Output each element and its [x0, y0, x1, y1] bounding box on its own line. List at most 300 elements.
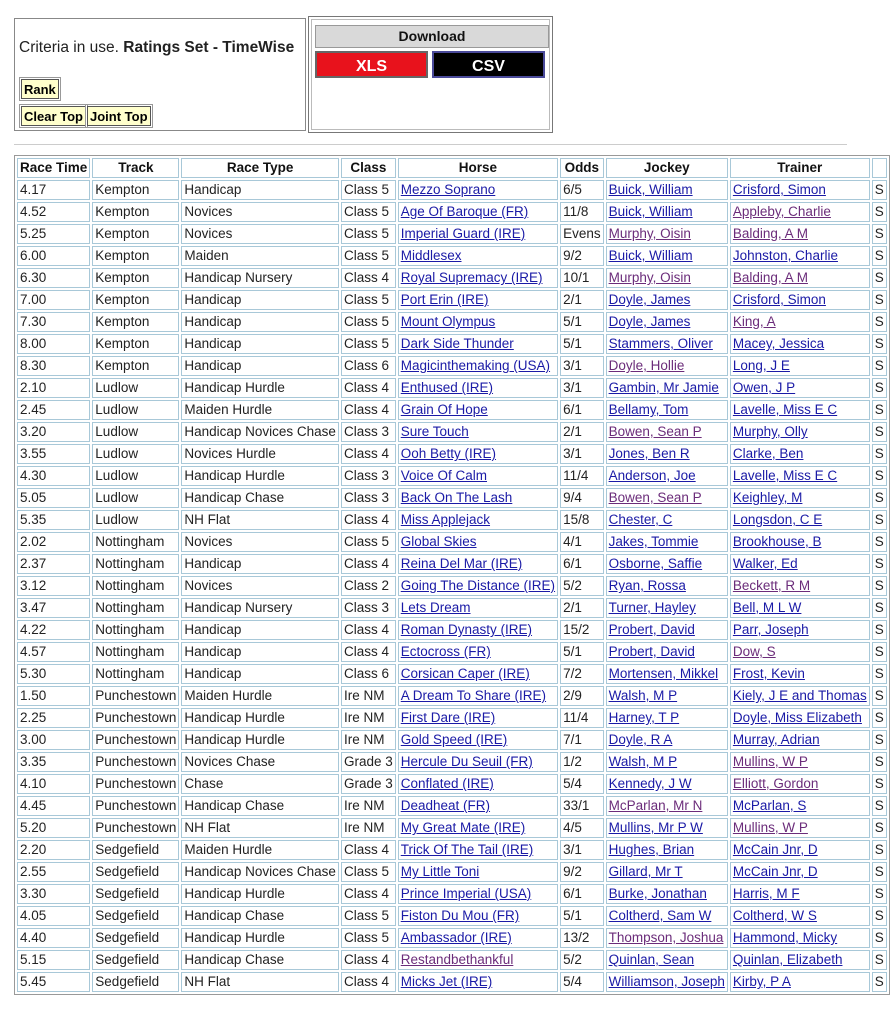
cell-race-time: 6.30	[17, 268, 90, 288]
cell-jockey	[606, 378, 728, 398]
cell-class: Class 4	[341, 378, 396, 398]
cell-odds: 3/1	[560, 378, 604, 398]
header-class[interactable]: Class	[341, 158, 396, 178]
cell-class: Class 4	[341, 554, 396, 574]
cell-class: Ire NM	[341, 686, 396, 706]
table-row	[17, 334, 887, 354]
cell-extra: S	[872, 180, 887, 200]
trainer-link[interactable]: Long, J E	[732, 358, 790, 373]
header-track[interactable]: Track	[92, 158, 179, 178]
table-row	[17, 664, 887, 684]
horse-link[interactable]: Lets Dream	[400, 600, 471, 615]
cell-track: Punchestown	[92, 774, 179, 794]
trainer-link[interactable]: Mullins, W P	[732, 754, 808, 769]
jockey-link[interactable]: Chester, C	[608, 512, 673, 527]
jockey-link[interactable]: Stammers, Oliver	[608, 336, 713, 351]
horse-link[interactable]: Miss Applejack	[400, 512, 491, 527]
cell-race-time: 3.20	[17, 422, 90, 442]
cell-extra: S	[872, 290, 887, 310]
horse-link[interactable]: First Dare (IRE)	[400, 710, 496, 725]
cell-extra: S	[872, 862, 887, 882]
cell-race-time: 4.45	[17, 796, 90, 816]
trainer-link[interactable]: Kirby, P A	[732, 974, 791, 989]
jockey-link[interactable]: Murphy, Oisin	[608, 270, 691, 285]
horse-link[interactable]: Sure Touch	[400, 424, 469, 439]
cell-horse	[398, 334, 558, 354]
trainer-link[interactable]: Appleby, Charlie	[732, 204, 831, 219]
header-horse[interactable]: Horse	[398, 158, 558, 178]
cell-extra: S	[872, 246, 887, 266]
cell-race-time: 2.25	[17, 708, 90, 728]
jockey-link[interactable]: Doyle, R A	[608, 732, 673, 747]
trainer-link[interactable]: Crisford, Simon	[732, 292, 826, 307]
jockey-link[interactable]: Ryan, Rossa	[608, 578, 686, 593]
horse-link[interactable]: Roman Dynasty (IRE)	[400, 622, 533, 637]
cell-class: Class 5	[341, 290, 396, 310]
cell-class: Ire NM	[341, 730, 396, 750]
cell-race-type: Handicap Nursery	[181, 598, 339, 618]
header-race-type[interactable]: Race Type	[181, 158, 339, 178]
header-jockey[interactable]: Jockey	[606, 158, 728, 178]
horse-link[interactable]: Ooh Betty (IRE)	[400, 446, 497, 461]
cell-class: Class 4	[341, 950, 396, 970]
cell-race-type: Handicap	[181, 664, 339, 684]
cell-horse	[398, 708, 558, 728]
cell-extra: S	[872, 840, 887, 860]
cell-odds: 6/1	[560, 554, 604, 574]
cell-extra: S	[872, 620, 887, 640]
trainer-link[interactable]: Dow, S	[732, 644, 776, 659]
cell-class: Class 5	[341, 246, 396, 266]
cell-race-type: Novices	[181, 532, 339, 552]
cell-race-type: Novices Chase	[181, 752, 339, 772]
cell-race-type: NH Flat	[181, 818, 339, 838]
horse-link[interactable]: Magicinthemaking (USA)	[400, 358, 551, 373]
cell-horse	[398, 664, 558, 684]
horse-link[interactable]: Ambassador (IRE)	[400, 930, 512, 945]
cell-trainer	[730, 730, 870, 750]
cell-extra: S	[872, 642, 887, 662]
jockey-link[interactable]: Bellamy, Tom	[608, 402, 689, 417]
trainer-link[interactable]: Quinlan, Elizabeth	[732, 952, 843, 967]
cell-race-time: 4.57	[17, 642, 90, 662]
horse-link[interactable]: Middlesex	[400, 248, 462, 263]
cell-horse	[398, 202, 558, 222]
cell-trainer	[730, 466, 870, 486]
cell-horse	[398, 356, 558, 376]
cell-trainer	[730, 202, 870, 222]
cell-horse	[398, 950, 558, 970]
trainer-link[interactable]: Beckett, R M	[732, 578, 811, 593]
cell-horse	[398, 180, 558, 200]
cell-race-time: 3.12	[17, 576, 90, 596]
table-row	[17, 950, 887, 970]
cell-class: Ire NM	[341, 796, 396, 816]
cell-track: Kempton	[92, 312, 179, 332]
cell-race-time: 8.30	[17, 356, 90, 376]
cell-jockey	[606, 576, 728, 596]
cell-jockey	[606, 532, 728, 552]
cell-race-type: Chase	[181, 774, 339, 794]
cell-jockey	[606, 334, 728, 354]
jockey-link[interactable]: Doyle, James	[608, 314, 691, 329]
cell-race-time: 4.52	[17, 202, 90, 222]
cell-track: Ludlow	[92, 422, 179, 442]
table-row	[17, 796, 887, 816]
rank-button[interactable]: Rank	[21, 79, 59, 99]
horse-link[interactable]: Prince Imperial (USA)	[400, 886, 532, 901]
jockey-link[interactable]: Walsh, M P	[608, 754, 678, 769]
cell-jockey	[606, 774, 728, 794]
cell-class: Class 2	[341, 576, 396, 596]
cell-race-type: Maiden	[181, 246, 339, 266]
cell-race-type: Novices	[181, 224, 339, 244]
table-row	[17, 686, 887, 706]
cell-track: Kempton	[92, 290, 179, 310]
download-csv-button[interactable]: CSV	[432, 51, 545, 78]
cell-jockey	[606, 202, 728, 222]
cell-extra: S	[872, 422, 887, 442]
trainer-link[interactable]: Johnston, Charlie	[732, 248, 838, 263]
horse-link[interactable]: Mezzo Soprano	[400, 182, 496, 197]
horse-link[interactable]: Royal Supremacy (IRE)	[400, 270, 543, 285]
table-row	[17, 224, 887, 244]
cell-odds: 6/5	[560, 180, 604, 200]
cell-class: Class 5	[341, 928, 396, 948]
cell-trainer	[730, 774, 870, 794]
table-row	[17, 202, 887, 222]
cell-odds: 7/1	[560, 730, 604, 750]
header-extra[interactable]	[872, 158, 887, 178]
cell-odds: 11/4	[560, 466, 604, 486]
cell-odds: 9/2	[560, 246, 604, 266]
cell-race-time: 2.10	[17, 378, 90, 398]
trainer-link[interactable]: Elliott, Gordon	[732, 776, 819, 791]
trainer-link[interactable]: Walker, Ed	[732, 556, 798, 571]
cell-track: Ludlow	[92, 488, 179, 508]
cell-odds: 2/1	[560, 422, 604, 442]
horse-link[interactable]: Deadheat (FR)	[400, 798, 491, 813]
jockey-link[interactable]: Gambin, Mr Jamie	[608, 380, 719, 395]
trainer-link[interactable]: Murphy, Olly	[732, 424, 808, 439]
horse-link[interactable]: Fiston Du Mou (FR)	[400, 908, 520, 923]
trainer-link[interactable]: McCain Jnr, D	[732, 842, 818, 857]
header-race-time[interactable]: Race Time	[17, 158, 90, 178]
cell-race-time: 8.00	[17, 334, 90, 354]
cell-extra: S	[872, 730, 887, 750]
cell-extra: S	[872, 400, 887, 420]
cell-trainer	[730, 708, 870, 728]
jockey-link[interactable]: Mullins, Mr P W	[608, 820, 703, 835]
table-row	[17, 576, 887, 596]
cell-jockey	[606, 928, 728, 948]
horse-link[interactable]: Age Of Baroque (FR)	[400, 204, 529, 219]
trainer-link[interactable]: Harris, M F	[732, 886, 800, 901]
table-row	[17, 400, 887, 420]
trainer-link[interactable]: McParlan, S	[732, 798, 807, 813]
cell-extra: S	[872, 752, 887, 772]
cell-odds: 9/2	[560, 862, 604, 882]
cell-jockey	[606, 466, 728, 486]
cell-extra: S	[872, 554, 887, 574]
trainer-link[interactable]: Macey, Jessica	[732, 336, 825, 351]
jockey-link[interactable]: Murphy, Oisin	[608, 226, 691, 241]
jockey-link[interactable]: Thompson, Joshua	[608, 930, 724, 945]
trainer-link[interactable]: Balding, A M	[732, 226, 808, 241]
jockey-link[interactable]: Williamson, Joseph	[608, 974, 725, 989]
jockey-link[interactable]: Osborne, Saffie	[608, 556, 703, 571]
cell-track: Punchestown	[92, 818, 179, 838]
cell-trainer	[730, 422, 870, 442]
horse-link[interactable]: A Dream To Share (IRE)	[400, 688, 547, 703]
cell-extra: S	[872, 356, 887, 376]
results-table	[14, 155, 890, 995]
cell-class: Class 5	[341, 906, 396, 926]
cell-jockey	[606, 356, 728, 376]
trainer-link[interactable]: Bell, M L W	[732, 600, 802, 615]
cell-extra: S	[872, 576, 887, 596]
horse-link[interactable]: Grain Of Hope	[400, 402, 488, 417]
cell-race-time: 2.37	[17, 554, 90, 574]
jockey-link[interactable]: Jakes, Tommie	[608, 534, 699, 549]
cell-trainer	[730, 862, 870, 882]
cell-jockey	[606, 268, 728, 288]
jockey-link[interactable]: Turner, Hayley	[608, 600, 696, 615]
jockey-link[interactable]: Harney, T P	[608, 710, 680, 725]
trainer-link[interactable]: Lavelle, Miss E C	[732, 402, 838, 417]
jockey-link[interactable]: Probert, David	[608, 622, 695, 637]
cell-horse	[398, 906, 558, 926]
cell-extra: S	[872, 488, 887, 508]
cell-horse	[398, 488, 558, 508]
cell-race-time: 3.55	[17, 444, 90, 464]
cell-track: Punchestown	[92, 730, 179, 750]
table-row	[17, 862, 887, 882]
cell-extra: S	[872, 884, 887, 904]
cell-track: Nottingham	[92, 532, 179, 552]
trainer-link[interactable]: Longsdon, C E	[732, 512, 823, 527]
cell-extra: S	[872, 818, 887, 838]
cell-track: Nottingham	[92, 620, 179, 640]
jockey-link[interactable]: Quinlan, Sean	[608, 952, 695, 967]
cell-track: Ludlow	[92, 400, 179, 420]
horse-link[interactable]: Gold Speed (IRE)	[400, 732, 508, 747]
cell-extra: S	[872, 906, 887, 926]
cell-race-type: Handicap Chase	[181, 796, 339, 816]
cell-extra: S	[872, 928, 887, 948]
horse-link[interactable]: Going The Distance (IRE)	[400, 578, 556, 593]
table-row	[17, 268, 887, 288]
clear-top-button[interactable]: Clear Top	[21, 106, 86, 126]
cell-odds: 3/1	[560, 356, 604, 376]
horse-link[interactable]: Restandbethankful	[400, 952, 514, 967]
trainer-link[interactable]: King, A	[732, 314, 776, 329]
cell-horse	[398, 466, 558, 486]
jockey-link[interactable]: Buick, William	[608, 204, 693, 219]
cell-race-time: 5.15	[17, 950, 90, 970]
cell-class: Class 5	[341, 334, 396, 354]
trainer-link[interactable]: Keighley, M	[732, 490, 803, 505]
cell-jockey	[606, 818, 728, 838]
cell-race-type: Handicap Hurdle	[181, 708, 339, 728]
trainer-link[interactable]: Frost, Kevin	[732, 666, 805, 681]
cell-extra: S	[872, 510, 887, 530]
cell-trainer	[730, 642, 870, 662]
cell-odds: 4/1	[560, 532, 604, 552]
trainer-link[interactable]: Murray, Adrian	[732, 732, 820, 747]
jockey-link[interactable]: Buick, William	[608, 248, 693, 263]
trainer-link[interactable]: Brookhouse, B	[732, 534, 822, 549]
cell-odds: 11/8	[560, 202, 604, 222]
cell-extra: S	[872, 444, 887, 464]
cell-jockey	[606, 510, 728, 530]
jockey-link[interactable]: Buick, William	[608, 182, 693, 197]
jockey-link[interactable]: Walsh, M P	[608, 688, 678, 703]
jockey-link[interactable]: Hughes, Brian	[608, 842, 695, 857]
criteria-prefix: Criteria in use.	[19, 39, 119, 56]
horse-link[interactable]: My Little Toni	[400, 864, 480, 879]
cell-horse	[398, 444, 558, 464]
cell-class: Class 5	[341, 312, 396, 332]
cell-horse	[398, 378, 558, 398]
cell-horse	[398, 532, 558, 552]
jockey-link[interactable]: Mortensen, Mikkel	[608, 666, 719, 681]
horse-link[interactable]: Reina Del Mar (IRE)	[400, 556, 523, 571]
download-xls-button[interactable]: XLS	[315, 51, 428, 78]
table-row	[17, 642, 887, 662]
table-row	[17, 840, 887, 860]
cell-trainer	[730, 598, 870, 618]
table-row	[17, 444, 887, 464]
cell-jockey	[606, 598, 728, 618]
jockey-link[interactable]: McParlan, Mr N	[608, 798, 703, 813]
cell-class: Class 6	[341, 356, 396, 376]
jockey-link[interactable]: Bowen, Sean P	[608, 424, 702, 439]
cell-race-type: Handicap	[181, 180, 339, 200]
cell-race-type: Handicap	[181, 356, 339, 376]
cell-trainer	[730, 356, 870, 376]
table-row	[17, 598, 887, 618]
cell-odds: 4/5	[560, 818, 604, 838]
cell-race-time: 3.47	[17, 598, 90, 618]
table-row	[17, 928, 887, 948]
header-trainer[interactable]: Trainer	[730, 158, 870, 178]
cell-trainer	[730, 686, 870, 706]
horse-link[interactable]: Imperial Guard (IRE)	[400, 226, 526, 241]
jockey-link[interactable]: Probert, David	[608, 644, 695, 659]
horse-link[interactable]: Global Skies	[400, 534, 477, 549]
jockey-link[interactable]: Anderson, Joe	[608, 468, 696, 483]
trainer-link[interactable]: Clarke, Ben	[732, 446, 804, 461]
joint-top-button[interactable]: Joint Top	[87, 106, 151, 126]
cell-horse	[398, 400, 558, 420]
horse-link[interactable]: Conflated (IRE)	[400, 776, 494, 791]
cell-class: Ire NM	[341, 708, 396, 728]
cell-extra: S	[872, 532, 887, 552]
cell-trainer	[730, 664, 870, 684]
table-row	[17, 378, 887, 398]
jockey-link[interactable]: Gillard, Mr T	[608, 864, 683, 879]
jockey-link[interactable]: Bowen, Sean P	[608, 490, 702, 505]
horse-link[interactable]: Ectocross (FR)	[400, 644, 491, 659]
horse-link[interactable]: Back On The Lash	[400, 490, 513, 505]
cell-jockey	[606, 642, 728, 662]
horse-link[interactable]: Hercule Du Seuil (FR)	[400, 754, 533, 769]
trainer-link[interactable]: Kiely, J E and Thomas	[732, 688, 867, 703]
horse-link[interactable]: Dark Side Thunder	[400, 336, 514, 351]
cell-race-type: Handicap Hurdle	[181, 884, 339, 904]
cell-race-time: 2.20	[17, 840, 90, 860]
cell-race-type: Handicap Novices Chase	[181, 862, 339, 882]
cell-race-time: 7.30	[17, 312, 90, 332]
horse-link[interactable]: My Great Mate (IRE)	[400, 820, 526, 835]
trainer-link[interactable]: Mullins, W P	[732, 820, 808, 835]
cell-race-type: Handicap Hurdle	[181, 466, 339, 486]
cell-race-time: 2.55	[17, 862, 90, 882]
cell-odds: 2/1	[560, 598, 604, 618]
horse-link[interactable]: Port Erin (IRE)	[400, 292, 489, 307]
cell-track: Ludlow	[92, 444, 179, 464]
jockey-link[interactable]: Coltherd, Sam W	[608, 908, 712, 923]
cell-jockey	[606, 312, 728, 332]
cell-trainer	[730, 268, 870, 288]
cell-race-type: Novices Hurdle	[181, 444, 339, 464]
jockey-link[interactable]: Doyle, James	[608, 292, 691, 307]
cell-track: Kempton	[92, 180, 179, 200]
header-odds[interactable]: Odds	[560, 158, 604, 178]
cell-jockey	[606, 686, 728, 706]
trainer-link[interactable]: Lavelle, Miss E C	[732, 468, 838, 483]
cell-class: Class 5	[341, 180, 396, 200]
trainer-link[interactable]: Parr, Joseph	[732, 622, 809, 637]
jockey-link[interactable]: Doyle, Hollie	[608, 358, 685, 373]
horse-link[interactable]: Micks Jet (IRE)	[400, 974, 493, 989]
trainer-link[interactable]: Owen, J P	[732, 380, 796, 395]
horse-link[interactable]: Voice Of Calm	[400, 468, 488, 483]
table-row	[17, 620, 887, 640]
cell-track: Ludlow	[92, 510, 179, 530]
cell-horse	[398, 422, 558, 442]
cell-race-type: Handicap Novices Chase	[181, 422, 339, 442]
cell-track: Sedgefield	[92, 840, 179, 860]
table-row	[17, 312, 887, 332]
cell-race-time: 3.30	[17, 884, 90, 904]
cell-race-type: Handicap Hurdle	[181, 928, 339, 948]
horse-link[interactable]: Trick Of The Tail (IRE)	[400, 842, 534, 857]
cell-race-type: Novices	[181, 202, 339, 222]
cell-trainer	[730, 928, 870, 948]
horse-link[interactable]: Enthused (IRE)	[400, 380, 494, 395]
jockey-link[interactable]: Burke, Jonathan	[608, 886, 707, 901]
trainer-link[interactable]: Hammond, Micky	[732, 930, 838, 945]
trainer-link[interactable]: Crisford, Simon	[732, 182, 826, 197]
cell-odds: 5/1	[560, 642, 604, 662]
cell-jockey	[606, 972, 728, 992]
cell-jockey	[606, 796, 728, 816]
horse-link[interactable]: Corsican Caper (IRE)	[400, 666, 530, 681]
trainer-link[interactable]: McCain Jnr, D	[732, 864, 818, 879]
jockey-link[interactable]: Kennedy, J W	[608, 776, 692, 791]
trainer-link[interactable]: Doyle, Miss Elizabeth	[732, 710, 862, 725]
trainer-link[interactable]: Balding, A M	[732, 270, 808, 285]
cell-class: Class 4	[341, 840, 396, 860]
cell-horse	[398, 620, 558, 640]
table-row	[17, 466, 887, 486]
trainer-link[interactable]: Coltherd, W S	[732, 908, 817, 923]
horse-link[interactable]: Mount Olympus	[400, 314, 496, 329]
cell-extra: S	[872, 334, 887, 354]
jockey-link[interactable]: Jones, Ben R	[608, 446, 690, 461]
